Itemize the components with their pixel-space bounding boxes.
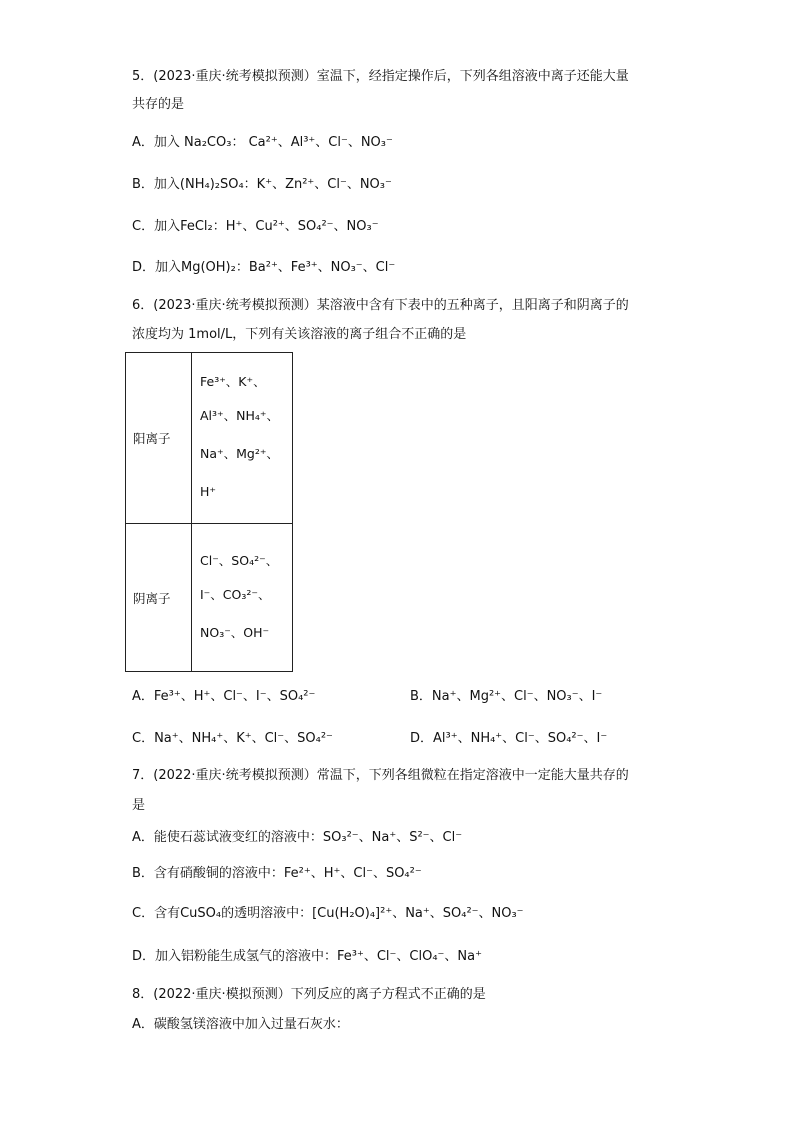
q7-option-c: C．含有CuSO₄的透明溶液中：[Cu(H₂O)₄]²⁺、Na⁺、SO₄²⁻、NO₃⁻: [132, 906, 524, 921]
q5-option-d: D．加入Mg(OH)₂：Ba²⁺、Fe³⁺、NO₃⁻、Cl⁻: [132, 260, 396, 275]
q6-option-b: B．Na⁺、Mg²⁺、Cl⁻、NO₃⁻、I⁻: [410, 689, 603, 704]
q8-option-a: A．碳酸氢镁溶液中加入过量石灰水：: [132, 1017, 349, 1032]
anion-line: I⁻、CO₃²⁻、: [200, 586, 271, 602]
q6-stem-line1: 6．(2023·重庆·统考模拟预测）某溶液中含有下表中的五种离子，且阳离子和阴离子的: [132, 298, 629, 313]
ion-table: [125, 352, 293, 672]
q7-stem-line1: 7．(2022·重庆·统考模拟预测）常温下，下列各组微粒在指定溶液中一定能大量共存的: [132, 768, 629, 783]
cation-line: H⁺: [200, 484, 216, 499]
q5-option-c: C．加入FeCl₂：H⁺、Cu²⁺、SO₄²⁻、NO₃⁻: [132, 219, 379, 234]
cation-label: 阳离子: [126, 353, 192, 524]
q5-stem-line1: 5．(2023·重庆·统考模拟预测）室温下，经指定操作后，下列各组溶液中离子还能大量: [132, 69, 629, 84]
q7-option-b: B．含有硝酸铜的溶液中：Fe²⁺、H⁺、Cl⁻、SO₄²⁻: [132, 866, 422, 881]
q7-stem-line2: 是: [132, 798, 146, 813]
anion-list: [192, 524, 293, 672]
cation-list: [192, 353, 293, 524]
q6-stem-line2: 浓度均为 1mol/L，下列有关该溶液的离子组合不正确的是: [132, 327, 467, 342]
anion-label: 阴离子: [126, 524, 192, 672]
anion-line: Cl⁻、SO₄²⁻、: [200, 552, 279, 568]
q5-stem-line2: 共存的是: [132, 97, 185, 112]
q6-option-a: A．Fe³⁺、H⁺、Cl⁻、I⁻、SO₄²⁻: [132, 689, 316, 704]
q5-option-b: B．加入(NH₄)₂SO₄：K⁺、Zn²⁺、Cl⁻、NO₃⁻: [132, 177, 392, 192]
q7-option-a: A．能使石蕊试液变红的溶液中：SO₃²⁻、Na⁺、S²⁻、Cl⁻: [132, 830, 463, 845]
cation-line: Na⁺、Mg²⁺、: [200, 446, 279, 461]
q6-option-d: D．Al³⁺、NH₄⁺、Cl⁻、SO₄²⁻、I⁻: [410, 731, 608, 746]
anion-line: NO₃⁻、OH⁻: [200, 624, 270, 640]
q5-option-a: A．加入 Na₂CO₃： Ca²⁺、Al³⁺、Cl⁻、NO₃⁻: [132, 135, 393, 150]
q6-option-c: C．Na⁺、NH₄⁺、K⁺、Cl⁻、SO₄²⁻: [132, 731, 333, 746]
cation-row: [126, 353, 293, 524]
cation-line: Al³⁺、NH₄⁺、: [200, 408, 279, 423]
q7-option-d: D．加入铝粉能生成氢气的溶液中：Fe³⁺、Cl⁻、ClO₄⁻、Na⁺: [132, 949, 482, 964]
q8-stem-line1: 8．(2022·重庆·模拟预测）下列反应的离子方程式不正确的是: [132, 987, 486, 1002]
anion-row: [126, 524, 293, 672]
cation-line: Fe³⁺、K⁺、: [200, 374, 266, 389]
